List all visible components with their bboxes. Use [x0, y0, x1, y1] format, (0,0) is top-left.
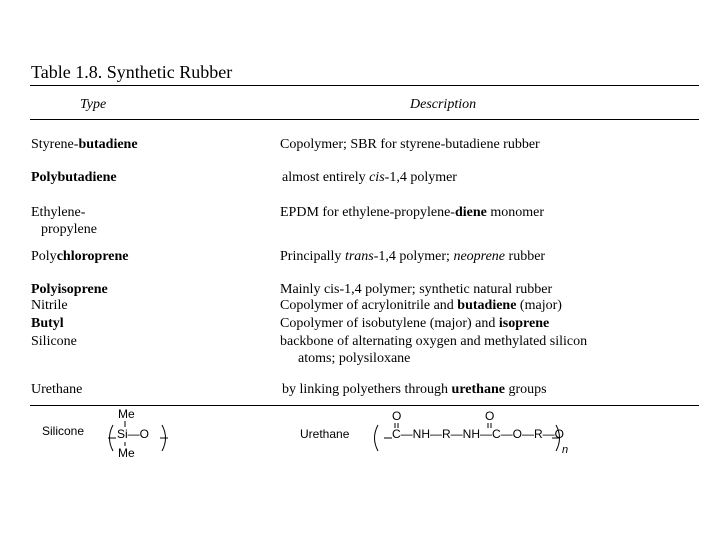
text-segment: Polybutadiene: [31, 170, 117, 185]
row-description: [282, 381, 547, 398]
text-segment: cis: [369, 170, 385, 185]
text-segment: butadiene: [457, 298, 517, 313]
row-description: [280, 281, 552, 298]
row-description: [282, 169, 457, 186]
row-type-continuation: [31, 222, 97, 237]
text-segment: Polyisoprene: [31, 282, 108, 297]
text-segment: urethane: [451, 382, 505, 397]
text-segment: -1,4 polymer;: [373, 249, 454, 264]
text-segment: Copolymer of acrylonitrile and: [280, 298, 458, 313]
row-type: [31, 333, 77, 350]
row-type: [31, 248, 129, 265]
header-description: Description: [410, 97, 477, 112]
text-segment: EPDM for ethylene-propylene-: [280, 205, 455, 220]
row-type: [31, 136, 138, 153]
row-type: [31, 204, 97, 238]
row-type: [31, 381, 82, 398]
text-segment: diene: [454, 205, 487, 220]
header-type: Type: [80, 97, 107, 112]
text-segment: backbone of alternating oxygen and methylated silicon: [280, 334, 588, 349]
text-segment: Copolymer of isobutylene (major) and: [280, 316, 499, 331]
urethane-carbonyl-2: O: [485, 409, 495, 423]
text-segment: by linking polyethers through: [282, 382, 452, 397]
silicone-methyl-top: Me: [118, 407, 135, 421]
text-segment: Silicone: [31, 334, 77, 349]
text-segment: Styrene-: [31, 137, 79, 152]
text-segment: Copolymer; SBR for styrene-butadiene rubber: [280, 137, 540, 152]
urethane-chain: C—NH—R—NH—C—O—R—O: [392, 427, 564, 441]
row-description: [280, 136, 540, 153]
header-rule: [30, 119, 699, 120]
text-segment: Mainly cis-1,4 polymer; synthetic natural rubber: [280, 282, 553, 297]
row-type: [31, 281, 108, 298]
row-description: [280, 297, 562, 314]
text-segment: neoprene: [453, 249, 506, 264]
text-segment: isoprene: [498, 316, 550, 331]
text-segment: atoms; polysiloxane: [298, 351, 411, 366]
row-description-continuation: [280, 351, 410, 366]
text-segment: monomer: [486, 205, 544, 220]
text-segment: Urethane: [31, 382, 83, 397]
text-segment: Poly: [31, 249, 57, 264]
urethane-subscript: n: [562, 444, 569, 456]
text-segment: groups: [504, 382, 547, 397]
top-rule: [30, 85, 699, 86]
text-segment: trans: [344, 249, 374, 264]
text-segment: -1,4 polymer: [384, 170, 457, 185]
text-segment: Nitrile: [31, 298, 68, 313]
text-segment: chloroprene: [56, 249, 129, 264]
text-segment: Principally: [280, 249, 345, 264]
text-segment: almost entirely: [282, 170, 370, 185]
text-segment: propylene: [41, 222, 97, 237]
text-segment: rubber: [505, 249, 546, 264]
text-segment: Ethylene-: [31, 205, 86, 220]
row-description: [280, 333, 587, 367]
row-type: [31, 297, 68, 314]
silicone-backbone: Si—O: [117, 427, 150, 441]
urethane-structure: [298, 405, 578, 465]
silicone-methyl-bottom: Me: [118, 446, 135, 460]
urethane-carbonyl-1: O: [392, 409, 402, 423]
silicone-structure-label: Silicone: [42, 424, 85, 438]
urethane-structure-label: Urethane: [300, 427, 350, 441]
silicone-structure: [40, 405, 190, 465]
text-segment: Butyl: [31, 316, 64, 331]
row-description: [280, 315, 549, 332]
table-title: Table 1.8. Synthetic Rubber: [31, 62, 233, 82]
row-type: [31, 169, 117, 186]
row-type: [31, 315, 64, 332]
text-segment: butadiene: [78, 137, 138, 152]
row-description: [280, 204, 544, 221]
text-segment: (major): [516, 298, 562, 313]
row-description: [280, 248, 545, 265]
